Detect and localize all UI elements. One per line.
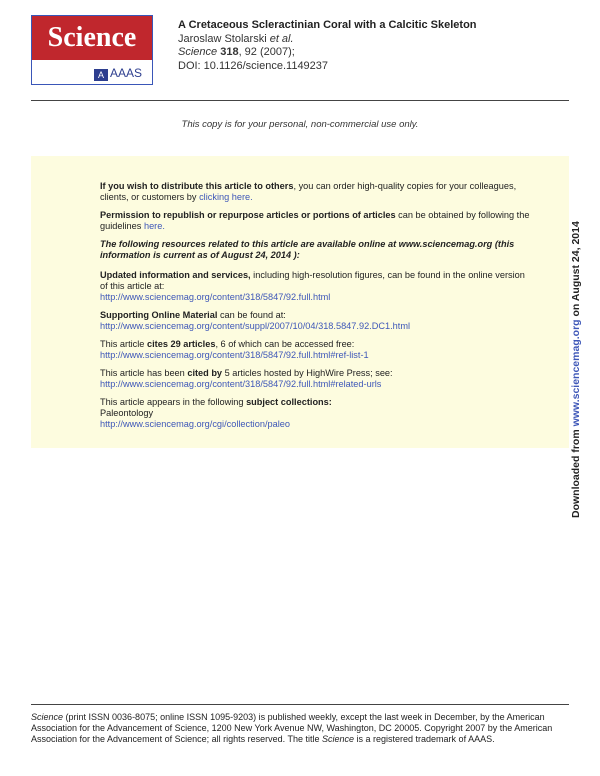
clicking-here-link[interactable]: clicking here. <box>199 192 253 202</box>
article-header <box>178 19 477 73</box>
aaas-mark <box>32 62 152 84</box>
personal-use-notice: This copy is for your personal, non-commercial use only. <box>181 119 419 130</box>
article-doi: DOI: 10.1126/science.1149237 <box>178 59 329 72</box>
subject-paragraph: This article appears in the following subject collections: Paleontology http://www.sciencemag.org/cgi/collection/paleo <box>100 397 332 429</box>
cites-paragraph: This article cites 29 articles, 6 of which can be accessed free: http://www.sciencemag.org/content/318/5847/92.full.html#ref-list-1 <box>100 339 369 360</box>
science-logo[interactable] <box>31 15 153 85</box>
article-title: A Cretaceous Scleractinian Coral with a Calcitic Skeleton <box>178 19 477 31</box>
article-authors: Jaroslaw Stolarski et al. <box>178 32 294 45</box>
copyright-footer: Science (print ISSN 0036-8075; online ISSN 1095-9203) is published weekly, except the last week in December, by the American Association for the Advancement of Science, 1200 New York Avenue NW, Washington, DC 20005. Copyright 2007 by the American Association for the Advancement of Science; all rights reserved. The title Science is a registered trademark of AAAS. <box>31 712 553 744</box>
updated-info-link[interactable]: http://www.sciencemag.org/content/318/5847/92.full.html <box>100 292 331 302</box>
article-citation: Science 318, 92 (2007); <box>178 46 295 58</box>
resources-notice: The following resources related to this article are available online at www.sciencemag.org (this information is current as of August 24, 2014 ): <box>100 239 515 260</box>
som-link[interactable]: http://www.sciencemag.org/content/suppl/2007/10/04/318.5847.92.DC1.html <box>100 321 411 331</box>
divider-top <box>31 100 569 101</box>
aaas-label: AAAS <box>109 66 142 80</box>
divider-bottom <box>31 704 569 705</box>
guidelines-here-link[interactable]: here. <box>143 221 165 231</box>
download-banner: Downloaded from www.sciencemag.org on August 24, 2014 <box>570 221 582 518</box>
distribute-paragraph: If you wish to distribute this article to others, you can order high-quality copies for your colleagues, clients, or customers by clicking here. <box>100 181 517 202</box>
logo-wordmark: Science <box>32 16 152 60</box>
aaas-icon: A <box>94 69 108 81</box>
info-content <box>100 181 530 437</box>
subject-name: Paleontology <box>100 408 154 418</box>
som-paragraph: Supporting Online Material can be found at: http://www.sciencemag.org/content/suppl/2007/10/04/318.5847.92.DC1.html <box>100 310 411 331</box>
sciencemag-link[interactable]: www.sciencemag.org <box>570 319 582 427</box>
ref-list-link[interactable]: http://www.sciencemag.org/content/318/5847/92.full.html#ref-list-1 <box>100 350 369 360</box>
cited-by-paragraph: This article has been cited by 5 articles hosted by HighWire Press; see: http://www.sciencemag.org/content/318/5847/92.full.html#related-urls <box>100 368 393 389</box>
subject-collection-link[interactable]: http://www.sciencemag.org/cgi/collection/paleo <box>100 419 290 429</box>
republish-paragraph: Permission to republish or repurpose articles or portions of articles can be obtained by following the guidelines here. <box>100 210 530 231</box>
updated-info-paragraph: Updated information and services, including high-resolution figures, can be found in the online version of this article at: http://www.sciencemag.org/content/318/5847/92.full.html <box>100 270 525 302</box>
related-urls-link[interactable]: http://www.sciencemag.org/content/318/5847/92.full.html#related-urls <box>100 379 382 389</box>
